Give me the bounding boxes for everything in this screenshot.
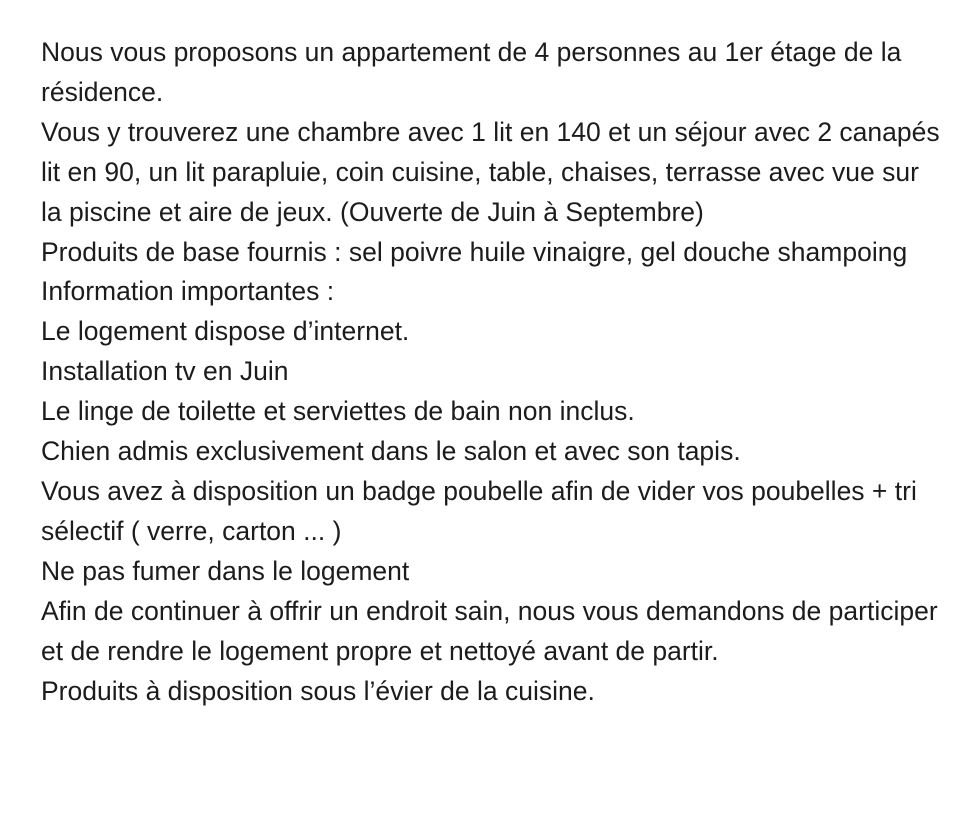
trash-badge-paragraph: Vous avez à disposition un badge poubelle afin de vider vos poubelles + tri sélectif ( verre, carton ... ) [41, 475, 917, 546]
supplies-paragraph: Produits de base fournis : sel poivre huile vinaigre, gel douche shampoing [41, 236, 908, 267]
rooms-paragraph: Vous y trouverez une chambre avec 1 lit en 140 et un séjour avec 2 canapés lit en 90, un lit parapluie, coin cuisine, table, chaises, terrasse avec vue sur la piscine et aire de jeux. (Ouverte de Juin à Septembre) [41, 116, 940, 227]
dog-line: Chien admis exclusivement dans le salon et avec son tapis. [41, 436, 741, 467]
listing-description [41, 33, 941, 711]
products-location-line: Produits à disposition sous l’évier de la cuisine. [41, 675, 595, 706]
important-info-heading: Information importantes : [41, 276, 335, 307]
tv-line: Installation tv en Juin [41, 356, 289, 387]
no-smoking-line: Ne pas fumer dans le logement [41, 555, 410, 586]
intro-paragraph: Nous vous proposons un appartement de 4 personnes au 1er étage de la résidence. [41, 37, 902, 107]
internet-line: Le logement dispose d’internet. [41, 316, 410, 347]
cleaning-paragraph: Afin de continuer à offrir un endroit sain, nous vous demandons de participer et de rendre le logement propre et nettoyé avant de partir. [41, 595, 938, 666]
linen-line: Le linge de toilette et serviettes de bain non inclus. [41, 396, 635, 427]
